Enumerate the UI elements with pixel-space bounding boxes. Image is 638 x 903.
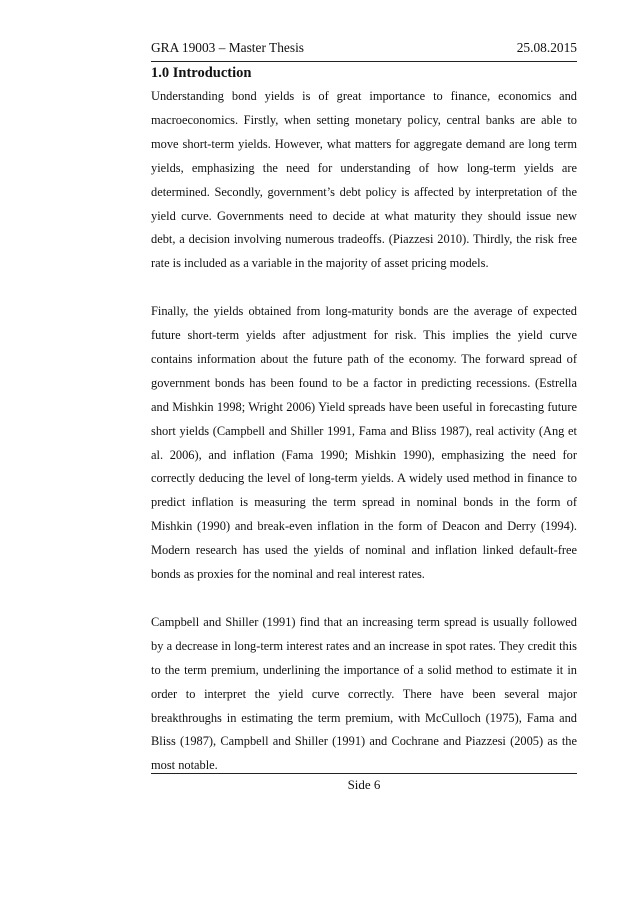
paragraph-term-premium: Campbell and Shiller (1991) find that an increasing term spread is usually followed by a decrease in long-term interest rates and an increase in spot rates. They credit this to the term premium, underlining the importance of a solid method to estimate it in order to interpret the yield curve correctly. There have been several major breakthroughs in estimating the term premium, with McCulloch (1975), Fama and Bliss (1987), Campbell and Shiller (1991) and Cochrane and Piazzesi (2005) as the most notable. [151,614,577,773]
header-date: 25.08.2015 [516,40,577,55]
paragraph-spacer [151,276,577,300]
header-course-title: GRA 19003 – Master Thesis [151,40,304,55]
page-body [151,63,577,778]
footer-divider [151,773,577,774]
header-divider [151,61,577,62]
paragraph-forecasting: Finally, the yields obtained from long-maturity bonds are the average of expected future short-term yields after adjustment for risk. This implies the yield curve contains information about the future path of the economy. The forward spread of government bonds has been found to be a factor in predicting recessions. (Estrella and Mishkin 1998; Wright 2006) Yield spreads have been useful in forecasting future short yields (Campbell and Shiller 1991, Fama and Bliss 1987), real activity (Ang et al. 2006), and inflation (Fama 1990; Mishkin 1990), emphasizing the need for correctly deducing the level of long-term yields. A widely used method in finance to predict inflation is measuring the term spread in nominal bonds in the form of Mishkin (1990) and break-even inflation in the form of Deacon and Derry (1994). Modern research has used the yields of nominal and inflation linked default-free bonds as proxies for the nominal and real interest rates. [151,304,577,582]
page-header [151,38,577,60]
paragraph-importance: Understanding bond yields is of great importance to finance, economics and macroeconomics. Firstly, when setting monetary policy, central banks are able to move short-term yields. However, what matters for aggregate demand are long term yields, emphasizing the need for understanding of how long-term yields are determined. Secondly, government’s debt policy is affected by interpretation of the yield curve. Governments need to decide at what maturity they should issue new debt, a decision involving numerous tradeoffs. (Piazzesi 2010). Thirdly, the risk free rate is included as a variable in the majority of asset pricing models. [151,89,577,271]
page-number: Side 6 [347,777,381,792]
paragraph-spacer [151,587,577,611]
section-title: 1.0 Introduction [151,65,252,81]
